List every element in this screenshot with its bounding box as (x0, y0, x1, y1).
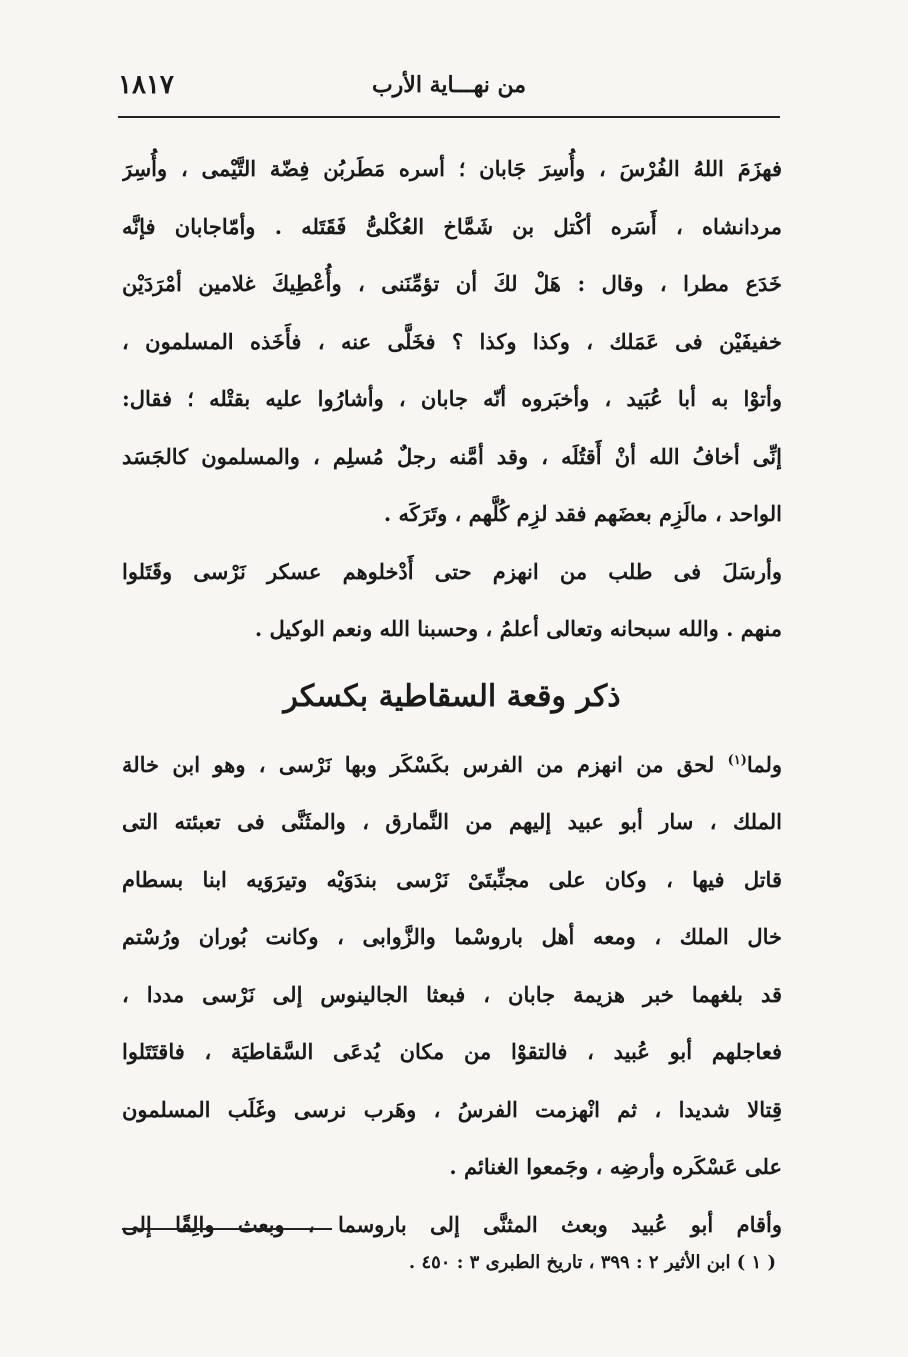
page-number: ١٨١٧ (118, 70, 174, 100)
text-line: فهزَمَ اللهُ الفُرْسَ ، وأُسِرَ جَابان ؛ أسره مَطَربُن فِضّة التَّيْمى ، وأُسِرَ (122, 156, 782, 181)
text-line: خَدَع مطرا ، وقال : هَلْ لكَ أن تؤمِّنَنى ، وأُعْطِيكَ غلامين أمْرَدَيْن (122, 271, 782, 296)
text-line: مردانشاه ، أَسَره أكْتل بن شَمَّاخ العُكْلىُّ فَقَتَله . وأمّاجابان فإنَّه (122, 213, 782, 239)
header-rule (118, 116, 780, 118)
paragraph-1 (122, 140, 782, 543)
text-line: الواحد ، مالَزِم بعضَهم فقد لزِم كُلَّهم ، وتَرَكَه . (383, 501, 782, 526)
paragraph-3 (122, 736, 782, 1196)
text-line (122, 736, 782, 794)
footnote-reference: (١) (727, 752, 747, 768)
text-line: إنِّى أخافُ الله أنْ أَقتُلَه ، وقد أمَّنه رجلٌ مُسلِم ، والمسلمون كالجَسَد (122, 443, 782, 469)
section-heading: ذكر وقعة السقاطية بكسكر (283, 678, 621, 714)
running-title: من نهـــاية الأرب (371, 72, 527, 98)
paragraph-4 (122, 1196, 782, 1254)
text-line: خال الملك ، ومعه أهل باروسْما والزَّوابى ، وكانت بُوران ورُسْتم (122, 924, 782, 949)
text-line: وأتوْا به أبا عُبَيد ، وأخبَروه أنّه جابان ، وأشارُوا عليه بقتْله ؛ فقال: (122, 386, 782, 411)
page-body (122, 140, 782, 1253)
text-line: منهم . والله سبحانه وتعالى أعلمُ ، وحسبنا الله ونعم الوكيل . (254, 616, 782, 641)
paragraph-2 (122, 543, 782, 658)
footnote-rule (122, 1228, 332, 1230)
text-span: لحق من انهزم من الفرس بكَسْكَر وبها نَرْسى ، وهو ابن خالة (122, 751, 715, 777)
text-line: فعاجلهم أبو عُبيد ، فالتقوْا من مكان يُدعَى السَّقاطيَة ، فاقتَتَلوا (122, 1039, 782, 1064)
text-line: الملك ، سار أبو عبيد إليهم من النَّمارق ، والمثَنَّى فى تعبئته التى (122, 809, 782, 834)
text-line: قاتل فيها ، وكان على مجنِّبتَىْ نَرْسى بندَوَيْه وتيرَوَيه ابنا بسطام (122, 866, 782, 892)
text-line: وأقام أبو عُبيد وبعث المثنَّى إلى باروسما ، وبعث والِقًا إلى (122, 1211, 782, 1237)
page-header (118, 62, 780, 118)
text-line: قد بلغهما خبر هزيمة جابان ، فبعثا الجالينوس إلى نَرْسى مددا ، (122, 981, 782, 1007)
text-line: خفيفَيْن فى عَمَلك ، وكذا وكذا ؟ فخَلَّى عنه ، فأَخَذه المسلمون ، (122, 328, 782, 354)
text-line: على عَسْكَره وأرضِه ، وجَمعوا الغنائم . (449, 1154, 782, 1179)
footnote: ( ١ ) ابن الأثير ٢ : ٣٩٩ ، تاريخ الطبرى ٣ : ٤٥٠ . (408, 1252, 776, 1273)
text-span: ولما (746, 751, 782, 777)
text-line: قِتالا شديدا ، ثم انْهزمت الفرسُ ، وهَرب نرسى وغَلَب المسلمون (122, 1096, 782, 1122)
text-line: وأرسَلَ فى طلب من انهزم حتى أَدْخلوهم عسكر نَرْسى وقَتَلوا (122, 558, 782, 584)
